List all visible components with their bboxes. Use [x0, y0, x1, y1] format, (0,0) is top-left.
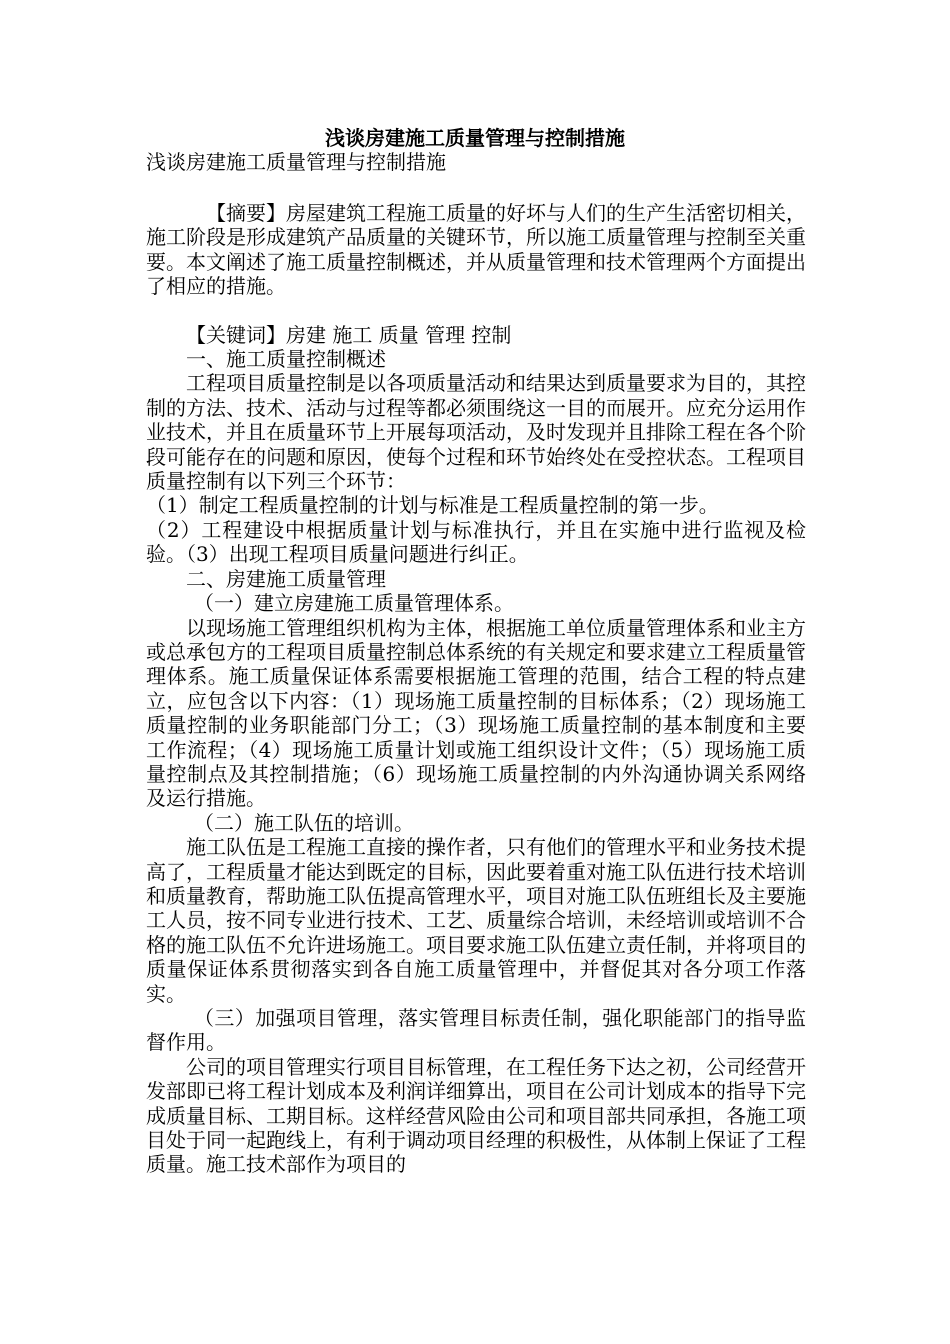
section-heading: 二、房建施工质量管理 — [186, 566, 386, 591]
abstract-paragraph: 【摘要】房屋建筑工程施工质量的好坏与人们的生产生活密切相关，施工阶段是形成建筑产品质量的关键环节，所以施工质量管理与控制至关重要。本文阐述了施工质量控制概述，并从质量管理和技术管理两个方面提出了相应的措施。 — [146, 201, 806, 299]
section-heading: 一、施工质量控制概述 — [186, 347, 386, 372]
body-paragraph: 以现场施工管理组织机构为主体，根据施工单位质量管理体系和业主方或总承包方的工程项目质量控制总体系统的有关规定和要求建立工程质量管理体系。施工质量保证体系需要根据施工管理的范围，结合工程的特点建立，应包含以下内容：（1）现场施工质量控制的目标体系；（2）现场施工质量控制的业务职能部门分工；（3）现场施工质量控制的基本制度和主要工作流程；（4）现场施工质量计划或施工组织设计文件；（5）现场施工质量控制点及其控制措施；（6）现场施工质量控制的内外沟通协调关系网络及运行措施。 — [146, 615, 806, 811]
list-item: （2）工程建设中根据质量计划与标准执行，并且在实施中进行监视及检验。（3）出现工程项目质量问题进行纠正。 — [146, 517, 806, 567]
subsection-heading: （一）建立房建施工质量管理体系。 — [194, 591, 514, 616]
subsection-heading: （三）加强项目管理，落实管理目标责任制，强化职能部门的指导监督作用。 — [146, 1006, 806, 1055]
body-paragraph: 公司的项目管理实行项目目标管理，在工程任务下达之初，公司经营开发部即已将工程计划成本及利润详细算出，项目在公司计划成本的指导下完成质量目标、工期目标。这样经营风险由公司和项目部共同承担，各施工项目处于同一起跑线上，有利于调动项目经理的积极性，从体制上保证了工程质量。施工技术部作为项目的 — [146, 1054, 806, 1177]
body-paragraph: 施工队伍是工程施工直接的操作者，只有他们的管理水平和业务技术提高了，工程质量才能达到既定的目标，因此要着重对施工队伍进行技术培训和质量教育，帮助施工队伍提高管理水平，项目对施工队伍班组长及主要施工人员，按不同专业进行技术、工艺、质量综合培训，未经培训或培训不合格的施工队伍不允许进场施工。项目要求施工队伍建立责任制，并将项目的质量保证体系贯彻落实到各自施工质量管理中，并督促其对各分项工作落实。 — [146, 835, 806, 1006]
document-title: 浅谈房建施工质量管理与控制措施 — [325, 126, 625, 150]
paragraph-gap — [146, 299, 806, 323]
keywords-line: 【关键词】房建 施工 质量 管理 控制 — [186, 322, 512, 347]
list-item: （1）制定工程质量控制的计划与标准是工程质量控制的第一步。 — [146, 493, 719, 518]
document-subtitle: 浅谈房建施工质量管理与控制措施 — [146, 150, 446, 174]
body-paragraph: 工程项目质量控制是以各项质量活动和结果达到质量要求为目的，其控制的方法、技术、活动与过程等都必须围绕这一目的而展开。应充分运用作业技术，并且在质量环节上开展每项活动，及时发现并且排除工程在各个阶段可能存在的问题和原因，使每个过程和环节始终处在受控状态。工程项目质量控制有以下列三个环节： — [146, 371, 806, 494]
subsection-heading: （二）施工队伍的培训。 — [194, 810, 414, 835]
document-body — [146, 201, 806, 1177]
